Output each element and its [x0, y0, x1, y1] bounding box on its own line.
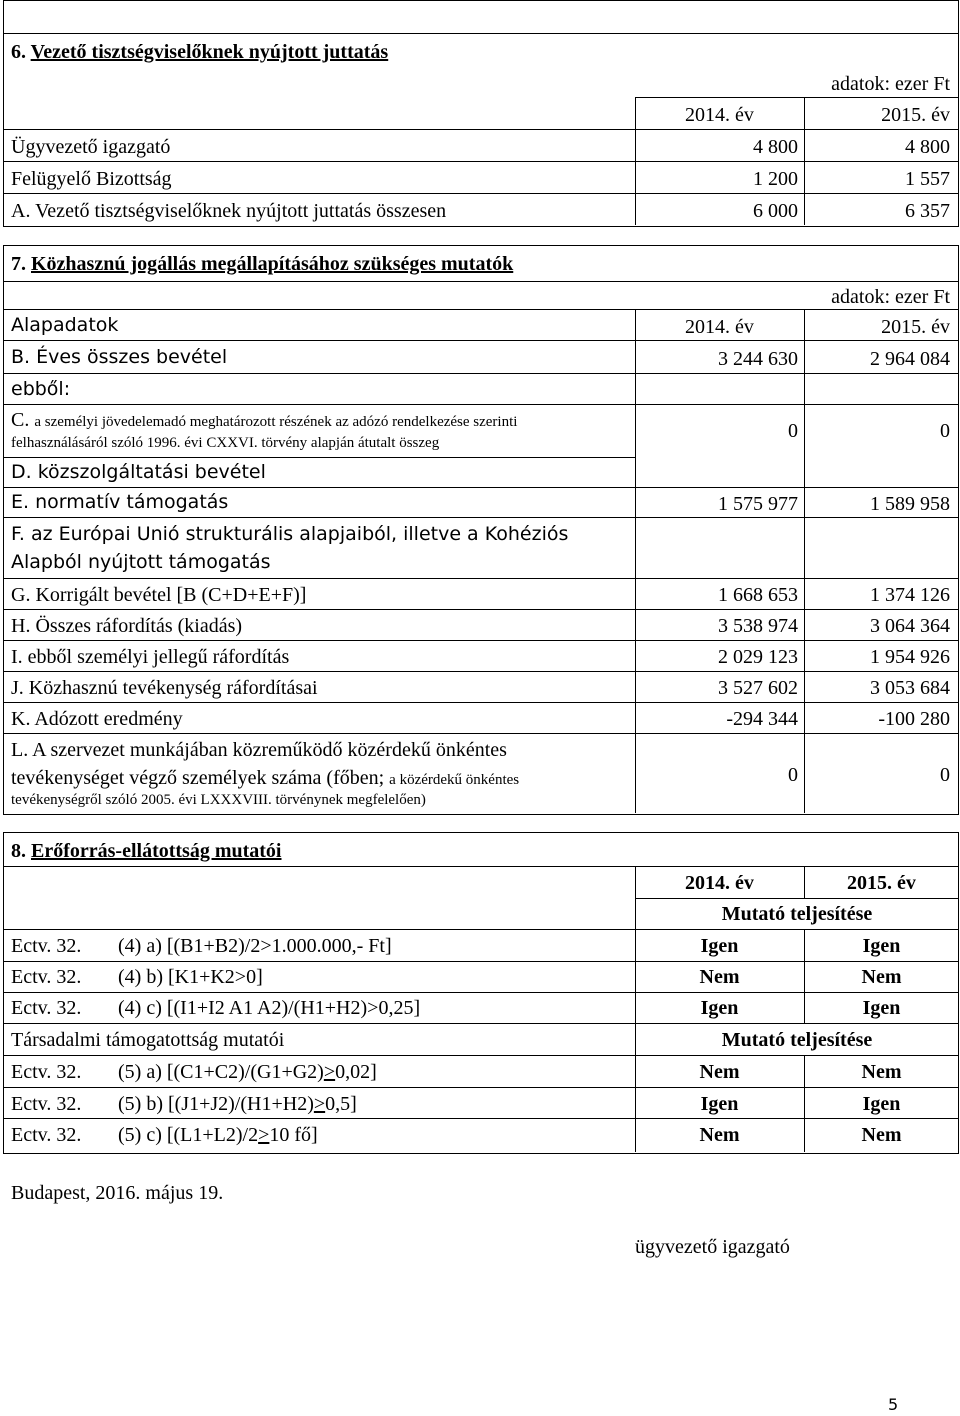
row-value-2014: 0	[788, 420, 798, 442]
row-value-2015: 6 357	[905, 200, 950, 222]
row-label-criterion	[118, 1062, 377, 1082]
row-value-2014: Igen	[700, 1093, 739, 1115]
tarsadalmi-label: Társadalmi támogatottság mutatói	[11, 1029, 285, 1051]
criterion-part1: (5) c) [(L1+L2)/2	[118, 1124, 259, 1146]
criterion-part1: (5) b) [(J1+J2)/(H1+H2)	[118, 1093, 314, 1115]
row-value-2015: 0	[940, 764, 950, 786]
section7-title	[11, 254, 513, 274]
row-value-2014: 1 200	[753, 168, 798, 190]
row-label-line1: L. A szervezet munkájában közreműködő közérdekű önkéntes	[11, 739, 507, 761]
section6-unit-note: adatok: ezer Ft	[831, 73, 950, 95]
section6-col-2014: 2014. év	[685, 104, 754, 126]
mutato-teljesitese-label: Mutató teljesítése	[721, 1029, 873, 1051]
row-label: K. Adózott eredmény	[11, 708, 183, 730]
section8-col-2014: 2014. év	[685, 872, 754, 894]
row-value-2015: 1 557	[905, 168, 950, 190]
ge-sign: >	[313, 1093, 326, 1115]
section7-col-2015: 2015. év	[881, 316, 950, 338]
page-number: 5	[888, 1395, 899, 1414]
criterion-part1: (5) a) [(C1+C2)/(G1+G2)	[118, 1061, 324, 1083]
section8-number: 8.	[11, 840, 26, 862]
row-label-ectv: Ectv. 32.	[11, 1061, 82, 1083]
row-label: ebből:	[11, 378, 71, 400]
row-label: H. Összes ráfordítás (kiadás)	[11, 615, 243, 637]
row-value-2014: 3 527 602	[718, 677, 798, 699]
row-label-criterion	[118, 1125, 318, 1145]
row-label-ectv: Ectv. 32.	[11, 966, 82, 988]
section7-unit-note: adatok: ezer Ft	[831, 286, 950, 308]
signature-title: ügyvezető igazgató	[635, 1236, 790, 1258]
row-label: J. Közhasznú tevékenység ráfordításai	[11, 677, 318, 699]
row-label-ectv: Ectv. 32.	[11, 1093, 82, 1115]
row-value-2014: -294 344	[726, 708, 798, 730]
row-value-2014: 3 244 630	[718, 348, 798, 370]
row-label: I. ebből személyi jellegű ráfordítás	[11, 646, 290, 668]
row-value-2014: 4 800	[753, 136, 798, 158]
row-value-2015: Nem	[861, 966, 902, 988]
row-value-2015: 1 589 958	[870, 493, 950, 515]
row-label-ectv: Ectv. 32.	[11, 997, 82, 1019]
row-label-line3: tevékenységről szóló 2005. évi LXXXVIII. törvénynek megfelelően)	[11, 792, 426, 808]
section7-number: 7.	[11, 253, 26, 275]
row-value-2015: 4 800	[905, 136, 950, 158]
row-value-2015: 3 053 684	[870, 677, 950, 699]
row-label: Ügyvezető igazgató	[11, 136, 171, 158]
section6-col-2015: 2015. év	[881, 104, 950, 126]
row-label: E. normatív támogatás	[11, 491, 229, 513]
row-value-2014: 1 575 977	[718, 493, 798, 515]
row-value-2015: Igen	[862, 1093, 901, 1115]
row-value-2014: Igen	[700, 935, 739, 957]
row-value-2015: Nem	[861, 1061, 902, 1083]
row-value-2014: Igen	[700, 997, 739, 1019]
row-value-2014: Nem	[699, 1124, 740, 1146]
row-label-criterion: (4) c) [(I1+I2 A1 A2)/(H1+H2)>0,25]	[118, 997, 421, 1019]
row-prefix: C.	[11, 409, 30, 431]
row-label-line2: Alapból nyújtott támogatás	[11, 551, 271, 573]
section7-col-2014: 2014. év	[685, 316, 754, 338]
row-value-2015: 0	[940, 420, 950, 442]
row-value-2014: 2 029 123	[718, 646, 798, 668]
place-date: Budapest, 2016. május 19.	[11, 1182, 224, 1204]
row-value-2015: Igen	[862, 997, 901, 1019]
row-value-2014: 6 000	[753, 200, 798, 222]
row-label: Felügyelő Bizottság	[11, 168, 172, 190]
row-label-line1: a személyi jövedelemadó meghatározott részének az adózó rendelkezése szerinti	[34, 414, 518, 430]
section8-title	[11, 841, 282, 861]
row-value-2015: 2 964 084	[870, 348, 950, 370]
section8-title-text: Erőforrás-ellátottság mutatói	[31, 840, 282, 862]
row-label: A. Vezető tisztségviselőknek nyújtott juttatás összesen	[11, 200, 447, 222]
row-value-2014: 1 668 653	[718, 584, 798, 606]
row-label-ectv: Ectv. 32.	[11, 935, 82, 957]
section6-title	[11, 42, 388, 62]
section7-header-label: Alapadatok	[11, 314, 119, 336]
section6-number: 6.	[11, 41, 26, 63]
row-label-line2: felhasználásáról szóló 1996. évi CXXVI. törvény alapján átutalt összeg	[11, 435, 440, 451]
row-label: B. Éves összes bevétel	[11, 346, 228, 368]
row-value-2014: Nem	[699, 1061, 740, 1083]
row-label-criterion	[118, 1094, 357, 1114]
row-label-criterion: (4) b) [K1+K2>0]	[118, 966, 263, 988]
row-value-2014: Nem	[699, 966, 740, 988]
row-value-2015: 3 064 364	[870, 615, 950, 637]
row-label: G. Korrigált bevétel [B (C+D+E+F)]	[11, 584, 307, 606]
ge-sign: >	[323, 1061, 336, 1083]
criterion-part2: 0,5]	[325, 1093, 357, 1115]
row-value-2014: 0	[788, 764, 798, 786]
criterion-part2: 0,02]	[335, 1061, 377, 1083]
ge-sign: >	[258, 1124, 270, 1146]
row-value-2014: 3 538 974	[718, 615, 798, 637]
row-label-line1: F. az Európai Unió strukturális alapjaiból, illetve a Kohéziós	[11, 523, 569, 545]
section7-title-text: Közhasznú jogállás megállapításához szükséges mutatók	[31, 253, 514, 275]
row-value-2015: -100 280	[878, 708, 950, 730]
section8-col-2015: 2015. év	[847, 872, 916, 894]
row-label-criterion: (4) a) [(B1+B2)/2>1.000.000,- Ft]	[118, 935, 392, 957]
row-value-2015: 1 954 926	[870, 646, 950, 668]
row-value-2015: 1 374 126	[870, 584, 950, 606]
row-label-line2: tevékenységet végző személyek száma (főben;	[11, 767, 385, 789]
row-label-ectv: Ectv. 32.	[11, 1124, 82, 1146]
section6-title-text: Vezető tisztségviselőknek nyújtott juttatás	[30, 41, 389, 63]
row-label-line2-small: a közérdekű önkéntes	[389, 772, 520, 788]
row-label: D. közszolgáltatási bevétel	[11, 461, 266, 483]
criterion-part2: 10 fő]	[269, 1124, 318, 1146]
mutato-teljesitese-label: Mutató teljesítése	[721, 903, 873, 925]
row-value-2015: Igen	[862, 935, 901, 957]
row-value-2015: Nem	[861, 1124, 902, 1146]
